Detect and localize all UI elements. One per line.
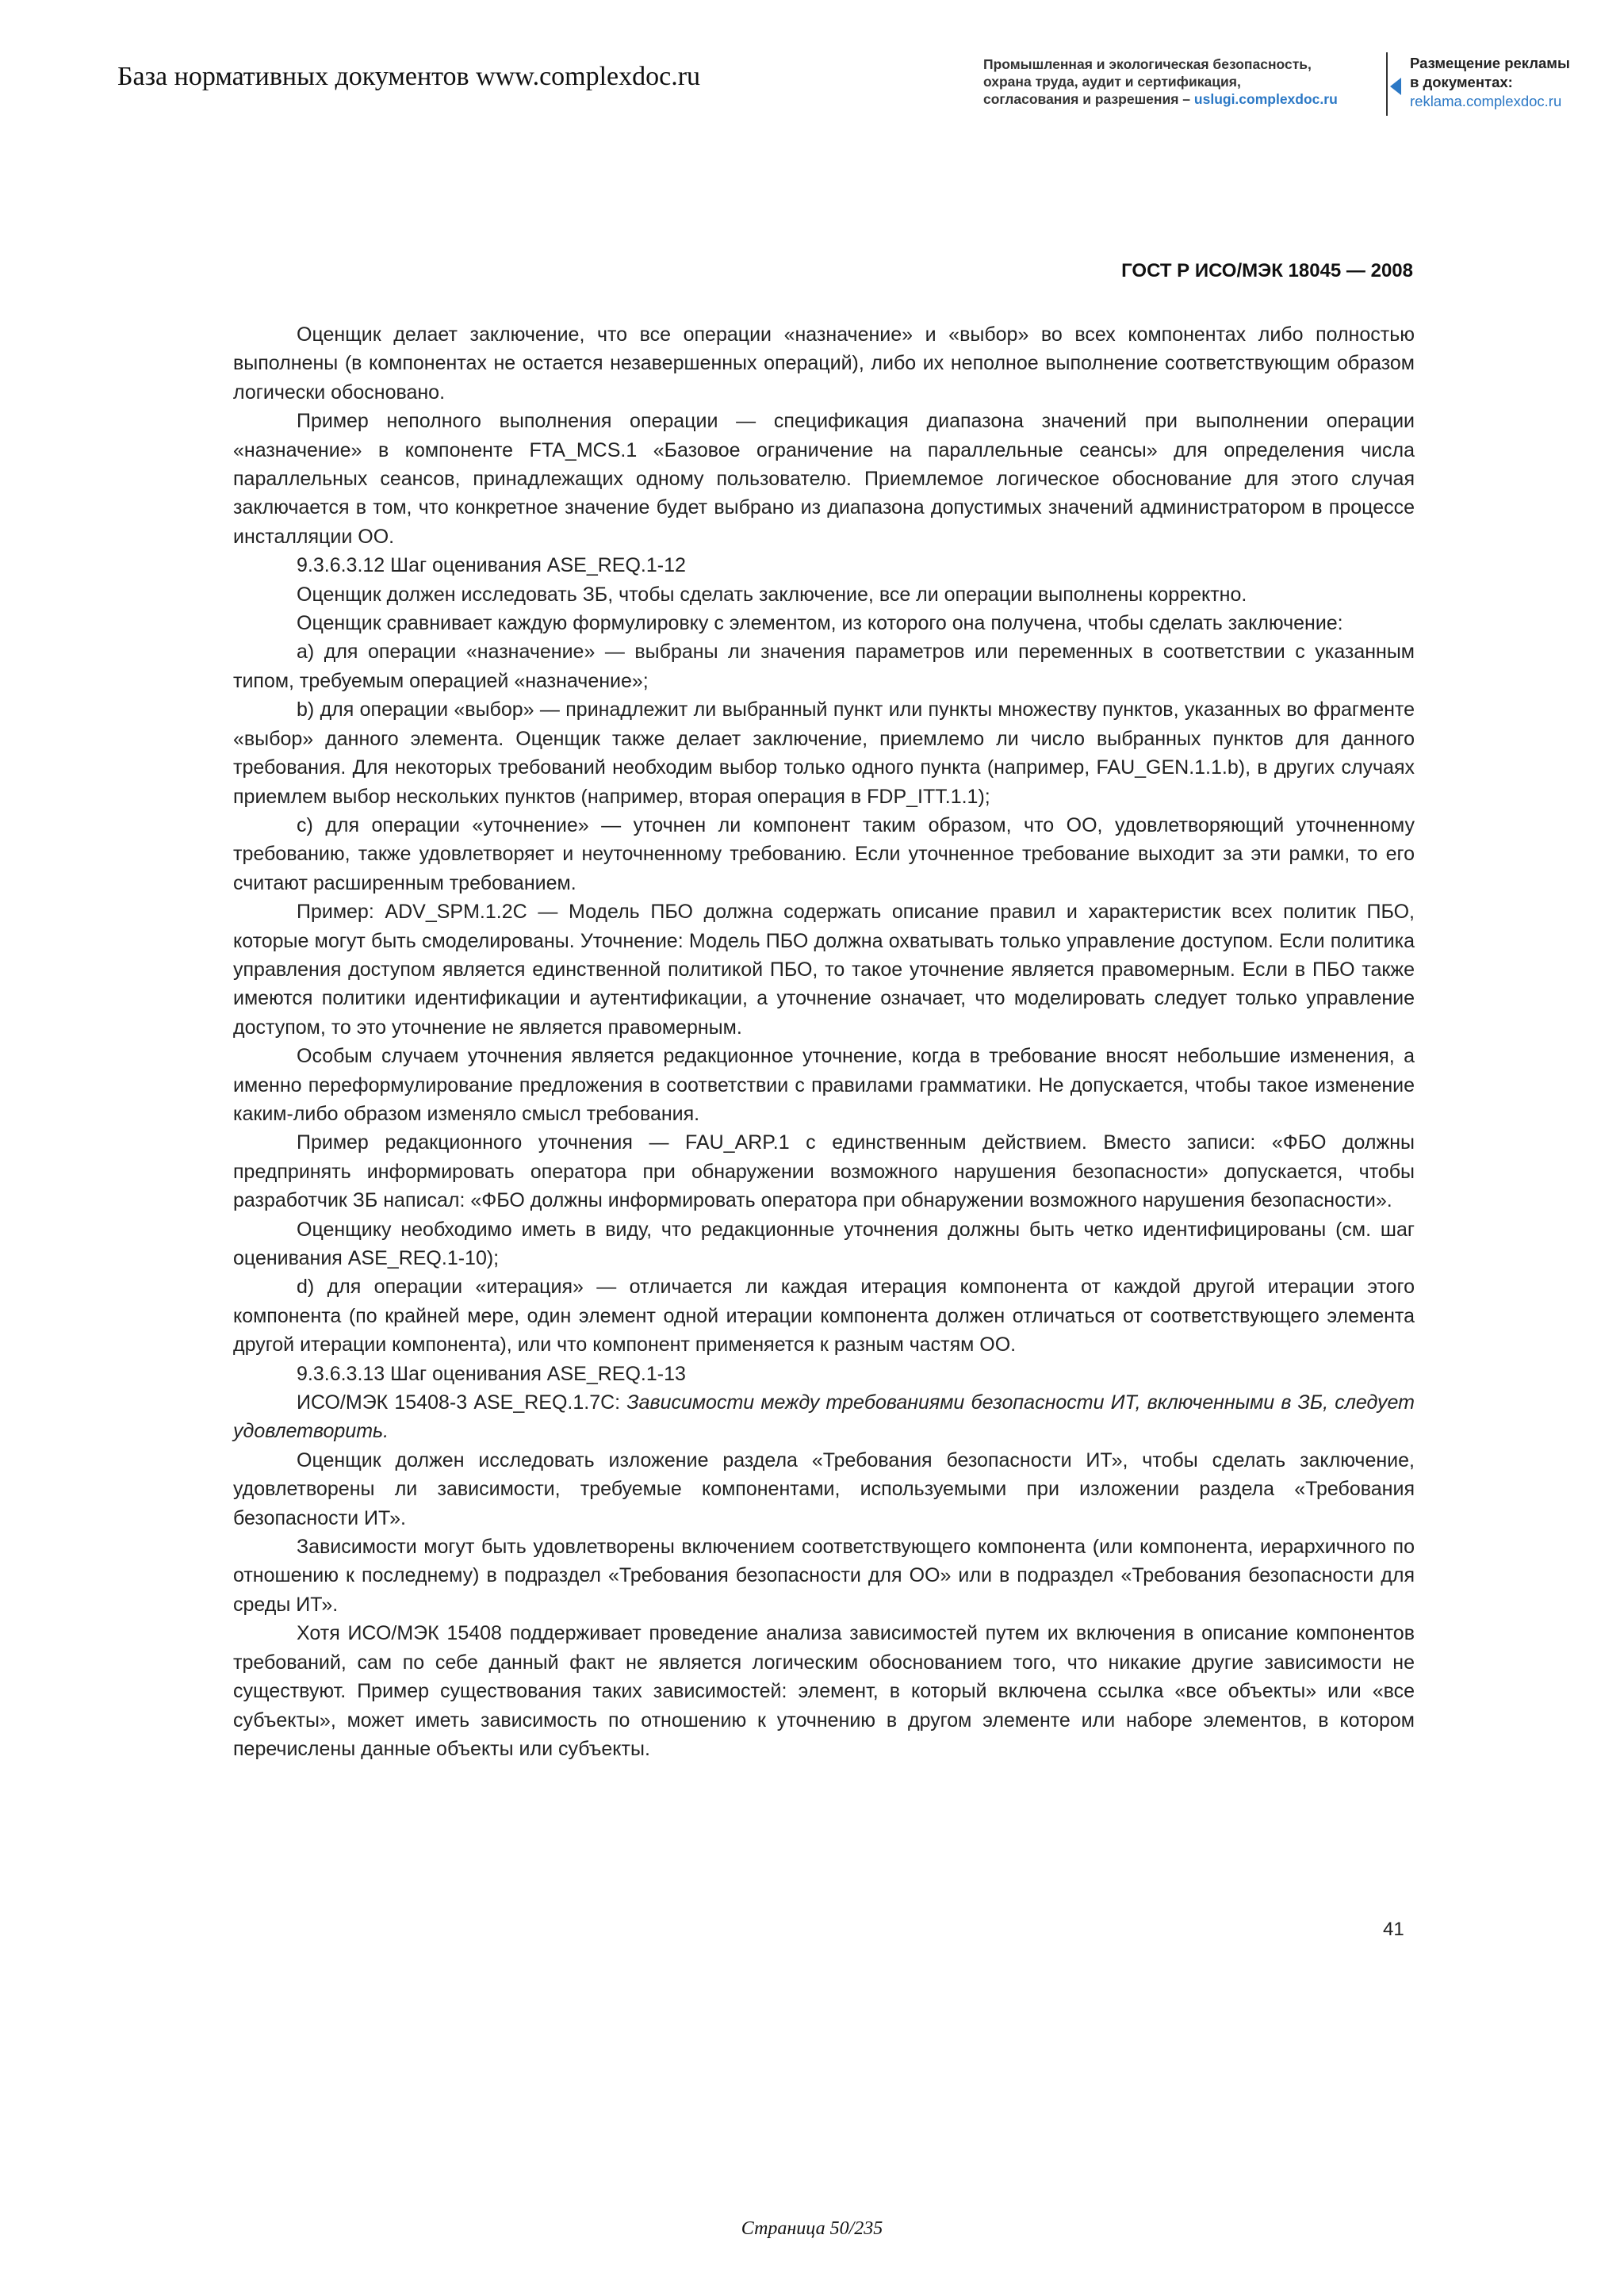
paragraph: Пример редакционного уточнения — FAU_ARP.1 с единственным действием. Вместо записи: «ФБО должны предпринять информировать оператора при обнаружении возможного нарушения безопасности» допускается, чтобы разработчик ЗБ написал: «ФБО должны информировать оператора при обнаружении возможного нарушения безопасности». bbox=[233, 1131, 1415, 1212]
step-heading: 9.3.6.3.12 Шаг оценивания ASE_REQ.1-12 bbox=[297, 554, 686, 577]
paragraph: Хотя ИСО/МЭК 15408 поддерживает проведение анализа зависимостей путем их включения в описание компонентов требований, сам по себе данный факт не является логическим обоснованием того, что никакие другие зависимости не существуют. Пример существования таких зависимостей: элемент, в который включена ссылка «все объекты» или «все субъекты», может иметь зависимость по отношению к уточнению в другом элементе или наборе элементов, в котором перечислены данные объекты или субъекты. bbox=[233, 1622, 1415, 1760]
paragraph: Пример: ADV_SPM.1.2C — Модель ПБО должна содержать описание правил и характеристик всех политик ПБО, которые могут быть смоделированы. Уточнение: Модель ПБО должна охватывать только управление доступом. Если политика управления доступом является единственной политикой ПБО, то такое уточнение является правомерным. Если в ПБО также имеются политики идентификации и аутентификации, а уточнение означает, что моделировать следует только управление доступом, то это уточнение не является правомерным. bbox=[233, 901, 1415, 1039]
ad-divider bbox=[1386, 52, 1388, 116]
paragraph: Оценщик должен исследовать ЗБ, чтобы сделать заключение, все ли операции выполнены корректно. bbox=[297, 583, 1247, 606]
iso-reference-prefix: ИСО/МЭК 15408-3 ASE_REQ.1.7C: bbox=[297, 1391, 627, 1414]
page-number: 41 bbox=[1383, 1919, 1404, 1940]
step-heading: 9.3.6.3.13 Шаг оценивания ASE_REQ.1-13 bbox=[297, 1362, 686, 1385]
arrow-left-icon bbox=[1390, 78, 1401, 95]
footer-page-label: Страница 50/235 bbox=[741, 2218, 883, 2239]
standard-title: ГОСТ Р ИСО/МЭК 18045 — 2008 bbox=[1121, 260, 1413, 281]
ad-line-2: охрана труда, аудит и сертификация, bbox=[983, 74, 1241, 90]
ad-right-line-1: Размещение рекламы bbox=[1410, 55, 1570, 71]
paragraph: Оценщик делает заключение, что все операции «назначение» и «выбор» во всех компонентах либо полностью выполнены (в компонентах не остается незавершенных операций), либо их неполное выполнение соответствующим образом логически обосновано. bbox=[233, 323, 1415, 404]
paragraph: Зависимости могут быть удовлетворены включением соответствующего компонента (или компонента, иерархичного по отношению к последнему) в подраздел «Требования безопасности для ОО» или в подраздел «Требования безопасности для среды ИТ». bbox=[233, 1536, 1415, 1616]
iso-reference bbox=[233, 1388, 1415, 1446]
site-title: База нормативных документов www.complexdoc.ru bbox=[117, 62, 701, 91]
ad-line-1: Промышленная и экологическая безопасность, bbox=[983, 56, 1312, 72]
paragraph: Пример неполного выполнения операции — спецификация диапазона значений при выполнении операции «назначение» в компоненте FTA_MCS.1 «Базовое ограничение на параллельные сеансы» для определения числа параллельных сеансов, принадлежащих одному пользователю. Приемлемое логическое обоснование для этого случая заключается в том, что конкретное значение будет выбрано из диапазона допустимых значений администратором в процессе инсталляции ОО. bbox=[233, 410, 1415, 548]
list-item: b) для операции «выбор» — принадлежит ли выбранный пункт или пункты множеству пунктов, указанных во фрагменте «выбор» данного элемента. Оценщик также делает заключение, приемлемо ли число выбранных пунктов для данного требования. Для некоторых требований необходим выбор только одного пункта (например, FAU_GEN.1.1.b), в других случаях приемлем выбор нескольких пунктов (например, вторая операция в FDP_ITT.1.1); bbox=[233, 698, 1415, 808]
advertising-link[interactable]: reklama.complexdoc.ru bbox=[1410, 93, 1562, 109]
ad-right-block bbox=[1410, 54, 1616, 111]
services-link[interactable]: uslugi.complexdoc.ru bbox=[1193, 91, 1338, 107]
list-item: c) для операции «уточнение» — уточнен ли компонент таким образом, что ОО, удовлетворяющий уточненному требованию, также удовлетворяет и неуточненному требованию. Если уточненное требование выходит за эти рамки, то его считают расширенным требованием. bbox=[233, 813, 1415, 894]
iso-reference-text: Зависимости между требованиями безопасности ИТ, включенными в ЗБ, следует удовлетворить. bbox=[233, 1391, 1415, 1443]
ad-line-3 bbox=[983, 90, 1380, 108]
paragraph: Особым случаем уточнения является редакционное уточнение, когда в требование вносят небольшие изменения, а именно переформулирование предложения в соответствии с правилами грамматики. Не допускается, чтобы такое изменение каким-либо образом изменяло смысл требования. bbox=[233, 1045, 1415, 1125]
paragraph: Оценщику необходимо иметь в виду, что редакционные уточнения должны быть четко идентифицированы (см. шаг оценивания ASE_REQ.1-10); bbox=[233, 1218, 1415, 1269]
paragraph: Оценщик сравнивает каждую формулировку с элементом, из которого она получена, чтобы сделать заключение: bbox=[297, 612, 1343, 635]
ad-block bbox=[983, 55, 1380, 108]
document-body bbox=[233, 320, 1415, 1763]
ad-line-3-text: согласования и разрешения – bbox=[983, 91, 1194, 107]
paragraph: Оценщик должен исследовать изложение раздела «Требования безопасности ИТ», чтобы сделать заключение, удовлетворены ли зависимости, требуемые компонентами, используемыми при изложении раздела «Требования безопасности ИТ». bbox=[233, 1448, 1415, 1529]
ad-right-line-2: в документах: bbox=[1410, 74, 1513, 90]
list-item: a) для операции «назначение» — выбраны ли значения параметров или переменных в соответствии с указанным типом, требуемым операцией «назначение»; bbox=[233, 641, 1415, 692]
list-item: d) для операции «итерация» — отличается ли каждая итерация компонента от каждой другой итерации этого компонента (по крайней мере, один элемент одной итерации компонента должен отличаться от соответствующего элемента другой итерации компонента), или что компонент применяется к разным частям ОО. bbox=[233, 1276, 1415, 1357]
